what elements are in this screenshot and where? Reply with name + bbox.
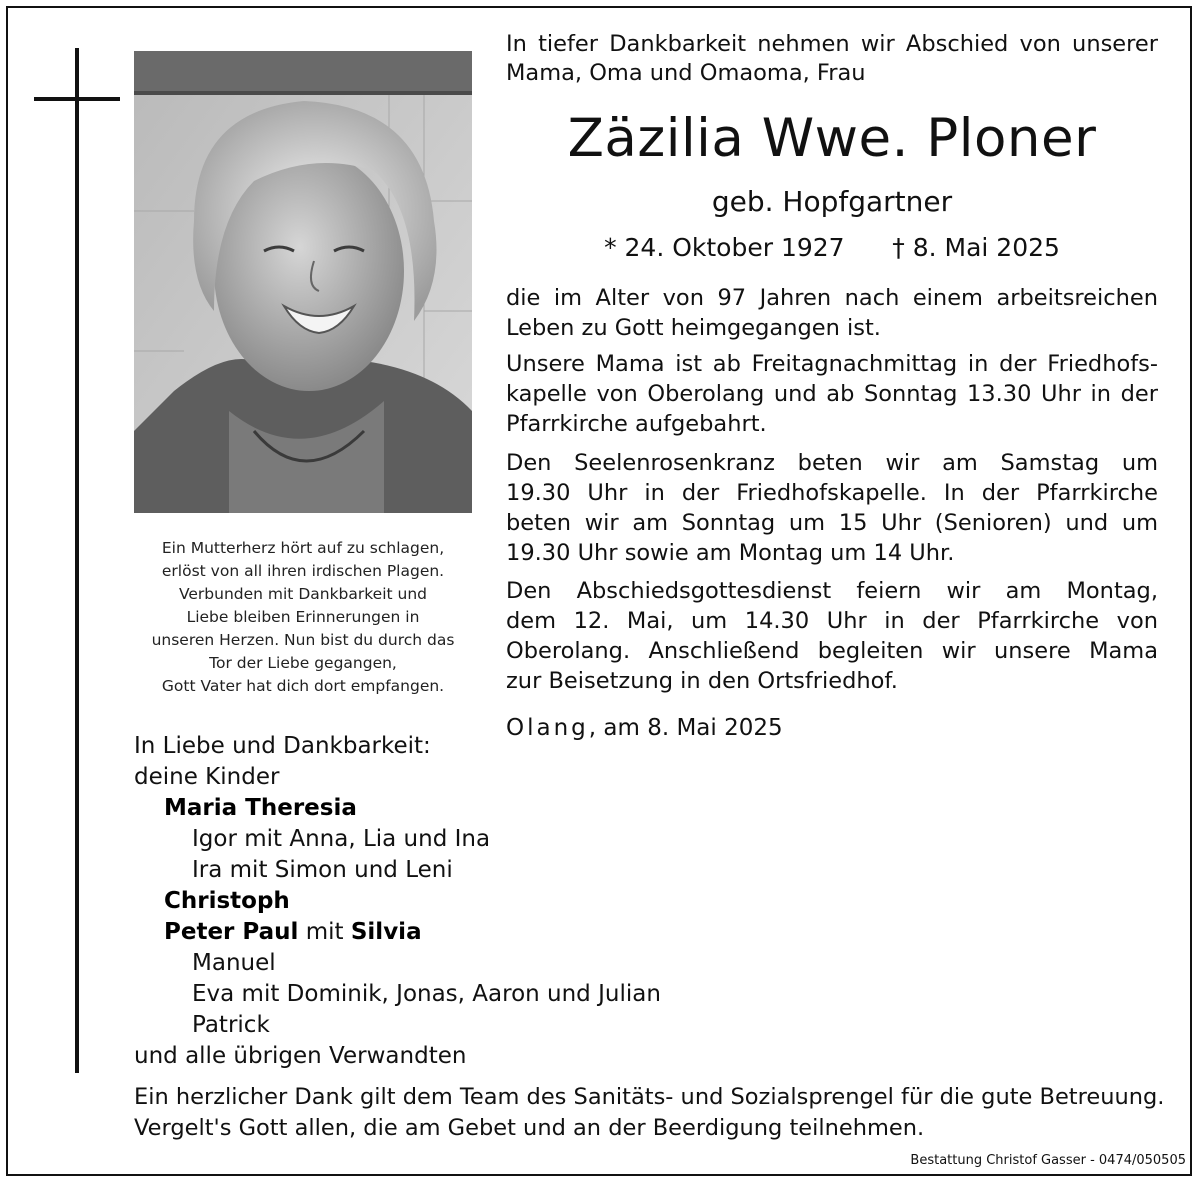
- grandchild-line: Ira mit Simon und Leni: [192, 857, 453, 883]
- paragraph-line: die im Alter von 97 Jahren nach einem arbeitsreichen: [506, 285, 1158, 311]
- paragraph-line: dem 12. Mai, um 14.30 Uhr in der Pfarrkirche von: [506, 608, 1158, 634]
- paragraph-line: Den Seelenrosenkranz beten wir am Samstag um: [506, 450, 1158, 476]
- paragraph-viewing: [506, 349, 1158, 439]
- paragraph-line: 19.30 Uhr in der Friedhofskapelle. In der Pfarrkirche: [506, 480, 1158, 506]
- grandchild-line: Patrick: [192, 1012, 270, 1038]
- children-label: deine Kinder: [134, 764, 280, 790]
- paragraph-line: Oberolang. Anschließend begleiten wir unsere Mama: [506, 638, 1158, 664]
- intro-line: In tiefer Dankbarkeit nehmen wir Abschied von unserer: [506, 31, 1158, 57]
- paragraph-line: zur Beisetzung in den Ortsfriedhof.: [506, 668, 898, 694]
- place: Olang: [506, 715, 589, 741]
- grandchild-line: Eva mit Dominik, Jonas, Aaron und Julian: [192, 981, 661, 1007]
- intro-line: Mama, Oma und Omaoma, Frau: [506, 60, 866, 86]
- child-line: [134, 917, 661, 948]
- poem-line: Liebe bleiben Erinnerungen in: [186, 608, 420, 626]
- paragraph-line: Leben zu Gott heimgegangen ist.: [506, 315, 881, 341]
- paragraph-line: kapelle von Oberolang und ab Sonntag 13.30 Uhr in der: [506, 381, 1158, 407]
- cross-vertical-bar: [75, 48, 79, 1073]
- paragraph-line: 19.30 Uhr sowie am Montag um 14 Uhr.: [506, 540, 955, 566]
- paragraph-funeral: [506, 576, 1158, 696]
- paragraph-rosary: [506, 448, 1158, 568]
- poem-line: Ein Mutterherz hört auf zu schlagen,: [161, 539, 445, 557]
- paragraph-line: Unsere Mama ist ab Freitagnachmittag in der Friedhofs-: [506, 351, 1158, 377]
- birth-date: * 24. Oktober 1927: [604, 233, 845, 262]
- date: , am 8. Mai 2025: [588, 715, 783, 741]
- poem-line: erlöst von all ihren irdischen Plagen.: [161, 562, 445, 580]
- maiden-name: geb. Hopfgartner: [711, 185, 953, 218]
- paragraph-age: [506, 283, 1158, 343]
- with-word: mit: [298, 919, 351, 945]
- family-intro: In Liebe und Dankbarkeit:: [134, 733, 431, 759]
- portrait-photo: [134, 51, 472, 513]
- poem-line: Gott Vater hat dich dort empfangen.: [161, 677, 445, 695]
- poem-line: unseren Herzen. Nun bist du durch das: [151, 631, 455, 649]
- partner-name: Silvia: [350, 919, 422, 945]
- paragraph-line: Pfarrkirche aufgebahrt.: [506, 411, 767, 437]
- memorial-poem: [134, 537, 472, 698]
- death-date: † 8. Mai 2025: [892, 233, 1060, 262]
- child-name: Maria Theresia: [164, 795, 357, 821]
- life-dates: [506, 231, 1158, 265]
- child-name: Christoph: [164, 888, 290, 914]
- family-list: [134, 731, 661, 1072]
- thanks-text: [134, 1082, 1164, 1144]
- paragraph-line: Den Abschiedsgottesdienst feiern wir am Montag,: [506, 578, 1158, 604]
- deceased-name: Zäzilia Wwe. Ploner: [567, 108, 1097, 169]
- thanks-line: Vergelt's Gott allen, die am Gebet und an der Beerdigung teilnehmen.: [134, 1115, 925, 1141]
- paragraph-line: beten wir am Sonntag um 15 Uhr (Senioren) und um: [506, 510, 1158, 536]
- thanks-line: Ein herzlicher Dank gilt dem Team des Sanitäts- und Sozialsprengel für die gute Betreuung.: [134, 1084, 1165, 1110]
- portrait-photo-svg: [134, 51, 472, 513]
- child-name: Peter Paul: [164, 919, 299, 945]
- grandchild-line: Igor mit Anna, Lia und Ina: [192, 826, 491, 852]
- intro-text: [506, 30, 1158, 88]
- poem-line: Tor der Liebe gegangen,: [209, 654, 397, 672]
- grandchild-line: Manuel: [192, 950, 276, 976]
- cross-horizontal-bar: [34, 97, 120, 101]
- funeral-home-credit: Bestattung Christof Gasser - 0474/050505: [910, 1153, 1186, 1168]
- other-relatives: und alle übrigen Verwandten: [134, 1043, 467, 1069]
- poem-line: Verbunden mit Dankbarkeit und: [178, 585, 428, 603]
